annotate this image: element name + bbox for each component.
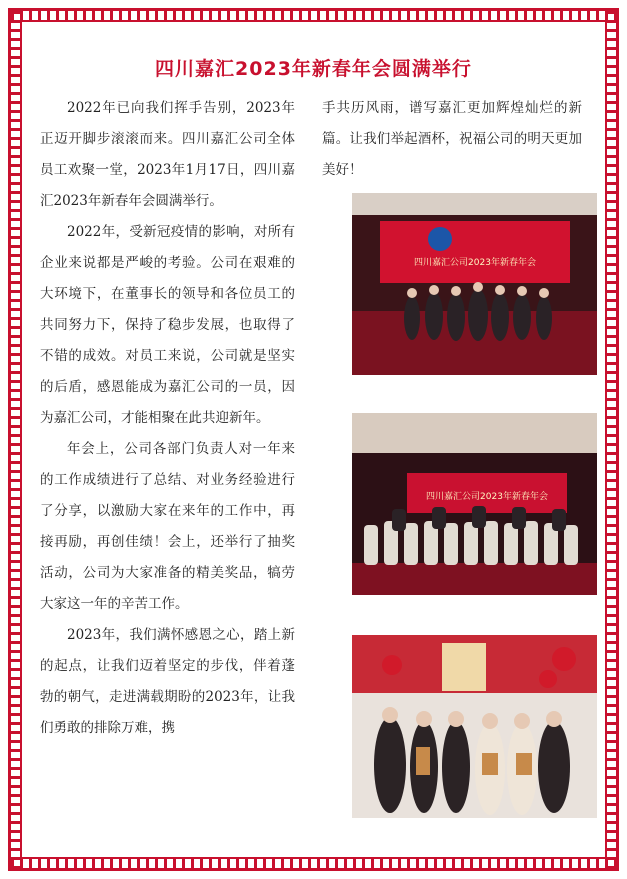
left-fret-border	[11, 11, 20, 868]
bottom-fret-border	[11, 859, 616, 868]
event-photo-1	[352, 193, 597, 375]
right-fret-border	[607, 11, 616, 868]
article-left-column	[40, 93, 295, 744]
article-right-column	[322, 93, 582, 186]
page-title: 四川嘉汇2023年新春年会圆满举行	[155, 58, 472, 80]
paragraph-continuation: 手共历风雨，谱写嘉汇更加辉煌灿烂的新篇。让我们举起酒杯，祝福公司的明天更加美好！	[322, 100, 582, 178]
photo-2-banner: 四川嘉汇公司2023年新春年会	[426, 492, 548, 502]
event-photo-3	[352, 635, 597, 818]
paragraph-3: 年会上，公司各部门负责人对一年来的工作成绩进行了总结、对业务经验进行了分享，以激励大家在来年的工作中，再接再励，再创佳绩！会上，还举行了抽奖活动，公司为大家准备的精美奖品，犒劳大家这一年的辛苦工作。	[40, 441, 295, 612]
event-photo-2	[352, 413, 597, 595]
paragraph-1: 2022年已向我们挥手告别，2023年正迈开脚步滚滚而来。四川嘉汇公司全体员工欢聚一堂，2023年1月17日，四川嘉汇2023年新春年会圆满举行。	[40, 100, 295, 209]
paragraph-2: 2022年，受新冠疫情的影响，对所有企业来说都是严峻的考验。公司在艰难的大环境下，在董事长的领导和各位员工的共同努力下，保持了稳步发展，也取得了不错的成效。对员工来说，公司就是坚实的后盾，感恩能成为嘉汇公司的一员，因为嘉汇公司，才能相聚在此共迎新年。	[40, 224, 295, 426]
paragraph-4: 2023年，我们满怀感恩之心，踏上新的起点，让我们迈着坚定的步伐，伴着蓬勃的朝气，走进满载期盼的2023年，让我们勇敢的排除万难，携	[40, 627, 295, 736]
top-fret-border	[11, 11, 616, 20]
photo-1-banner: 四川嘉汇公司2023年新春年会	[414, 258, 536, 268]
